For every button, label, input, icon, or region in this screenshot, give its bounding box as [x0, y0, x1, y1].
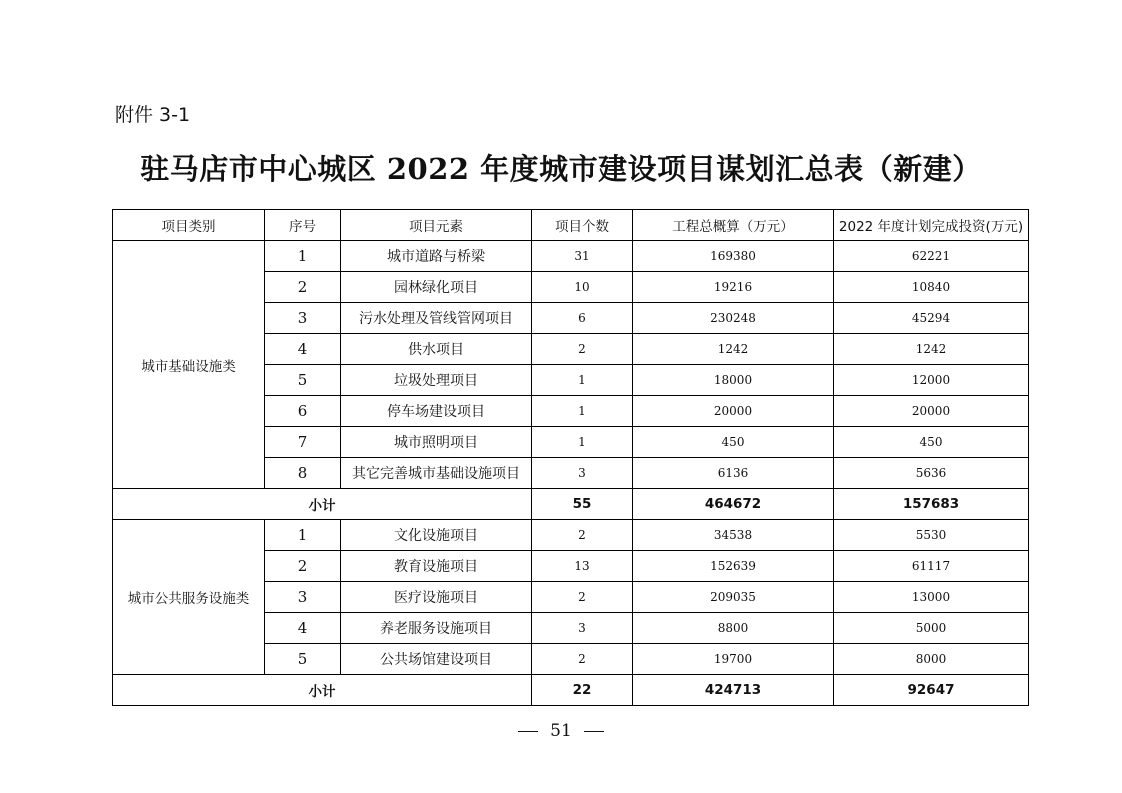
summary-table: [112, 209, 1029, 706]
row-no: 1: [265, 520, 341, 551]
row-element: 医疗设施项目: [341, 582, 532, 613]
row-count: 3: [532, 458, 633, 489]
row-no: 7: [265, 427, 341, 458]
row-no: 5: [265, 365, 341, 396]
subtotal-count: 22: [532, 675, 633, 706]
row-count: 1: [532, 365, 633, 396]
table-row: [113, 241, 1029, 272]
row-plan: 61117: [834, 551, 1029, 582]
subtotal-plan: 92647: [834, 675, 1029, 706]
subtotal-row: [113, 489, 1029, 520]
header-category: 项目类别: [113, 210, 265, 241]
row-plan: 45294: [834, 303, 1029, 334]
row-budget: 6136: [633, 458, 834, 489]
row-plan: 8000: [834, 644, 1029, 675]
row-element: 其它完善城市基础设施项目: [341, 458, 532, 489]
row-no: 3: [265, 303, 341, 334]
header-plan: 2022 年度计划完成投资(万元): [834, 210, 1029, 241]
row-count: 2: [532, 582, 633, 613]
table-row: [113, 520, 1029, 551]
row-count: 1: [532, 396, 633, 427]
row-count: 2: [532, 334, 633, 365]
row-element: 园林绿化项目: [341, 272, 532, 303]
row-plan: 450: [834, 427, 1029, 458]
row-count: 1: [532, 427, 633, 458]
row-plan: 10840: [834, 272, 1029, 303]
category-cell: 城市公共服务设施类: [113, 520, 265, 675]
row-budget: 209035: [633, 582, 834, 613]
row-count: 10: [532, 272, 633, 303]
row-budget: 230248: [633, 303, 834, 334]
row-plan: 12000: [834, 365, 1029, 396]
row-no: 2: [265, 272, 341, 303]
row-plan: 20000: [834, 396, 1029, 427]
row-budget: 19700: [633, 644, 834, 675]
category-cell: 城市基础设施类: [113, 241, 265, 489]
row-budget: 152639: [633, 551, 834, 582]
row-plan: 62221: [834, 241, 1029, 272]
row-element: 供水项目: [341, 334, 532, 365]
row-plan: 1242: [834, 334, 1029, 365]
row-element: 教育设施项目: [341, 551, 532, 582]
row-element: 养老服务设施项目: [341, 613, 532, 644]
header-no: 序号: [265, 210, 341, 241]
header-count: 项目个数: [532, 210, 633, 241]
row-budget: 34538: [633, 520, 834, 551]
dash-left: [518, 731, 538, 732]
page-number: [0, 721, 1122, 741]
dash-right: [584, 731, 604, 732]
row-no: 3: [265, 582, 341, 613]
row-element: 污水处理及管线管网项目: [341, 303, 532, 334]
header-budget: 工程总概算（万元）: [633, 210, 834, 241]
row-count: 13: [532, 551, 633, 582]
row-element: 停车场建设项目: [341, 396, 532, 427]
row-no: 4: [265, 334, 341, 365]
row-plan: 13000: [834, 582, 1029, 613]
row-count: 2: [532, 520, 633, 551]
subtotal-count: 55: [532, 489, 633, 520]
row-element: 城市道路与桥梁: [341, 241, 532, 272]
row-plan: 5636: [834, 458, 1029, 489]
row-budget: 1242: [633, 334, 834, 365]
subtotal-budget: 424713: [633, 675, 834, 706]
row-budget: 19216: [633, 272, 834, 303]
row-element: 城市照明项目: [341, 427, 532, 458]
page-title: 驻马店市中心城区 2022 年度城市建设项目谋划汇总表（新建）: [140, 152, 982, 186]
page-number-value: 51: [550, 721, 572, 741]
row-no: 2: [265, 551, 341, 582]
header-element: 项目元素: [341, 210, 532, 241]
row-count: 3: [532, 613, 633, 644]
subtotal-label: 小计: [113, 489, 532, 520]
row-no: 6: [265, 396, 341, 427]
attachment-label: 附件 3-1: [115, 104, 191, 126]
row-no: 8: [265, 458, 341, 489]
subtotal-label: 小计: [113, 675, 532, 706]
subtotal-plan: 157683: [834, 489, 1029, 520]
table-header-row: [113, 210, 1029, 241]
row-element: 文化设施项目: [341, 520, 532, 551]
row-budget: 20000: [633, 396, 834, 427]
row-plan: 5530: [834, 520, 1029, 551]
row-count: 31: [532, 241, 633, 272]
row-element: 垃圾处理项目: [341, 365, 532, 396]
subtotal-row: [113, 675, 1029, 706]
row-no: 5: [265, 644, 341, 675]
row-budget: 18000: [633, 365, 834, 396]
row-plan: 5000: [834, 613, 1029, 644]
row-budget: 169380: [633, 241, 834, 272]
row-no: 1: [265, 241, 341, 272]
subtotal-budget: 464672: [633, 489, 834, 520]
row-budget: 450: [633, 427, 834, 458]
row-count: 6: [532, 303, 633, 334]
row-element: 公共场馆建设项目: [341, 644, 532, 675]
row-budget: 8800: [633, 613, 834, 644]
row-count: 2: [532, 644, 633, 675]
row-no: 4: [265, 613, 341, 644]
